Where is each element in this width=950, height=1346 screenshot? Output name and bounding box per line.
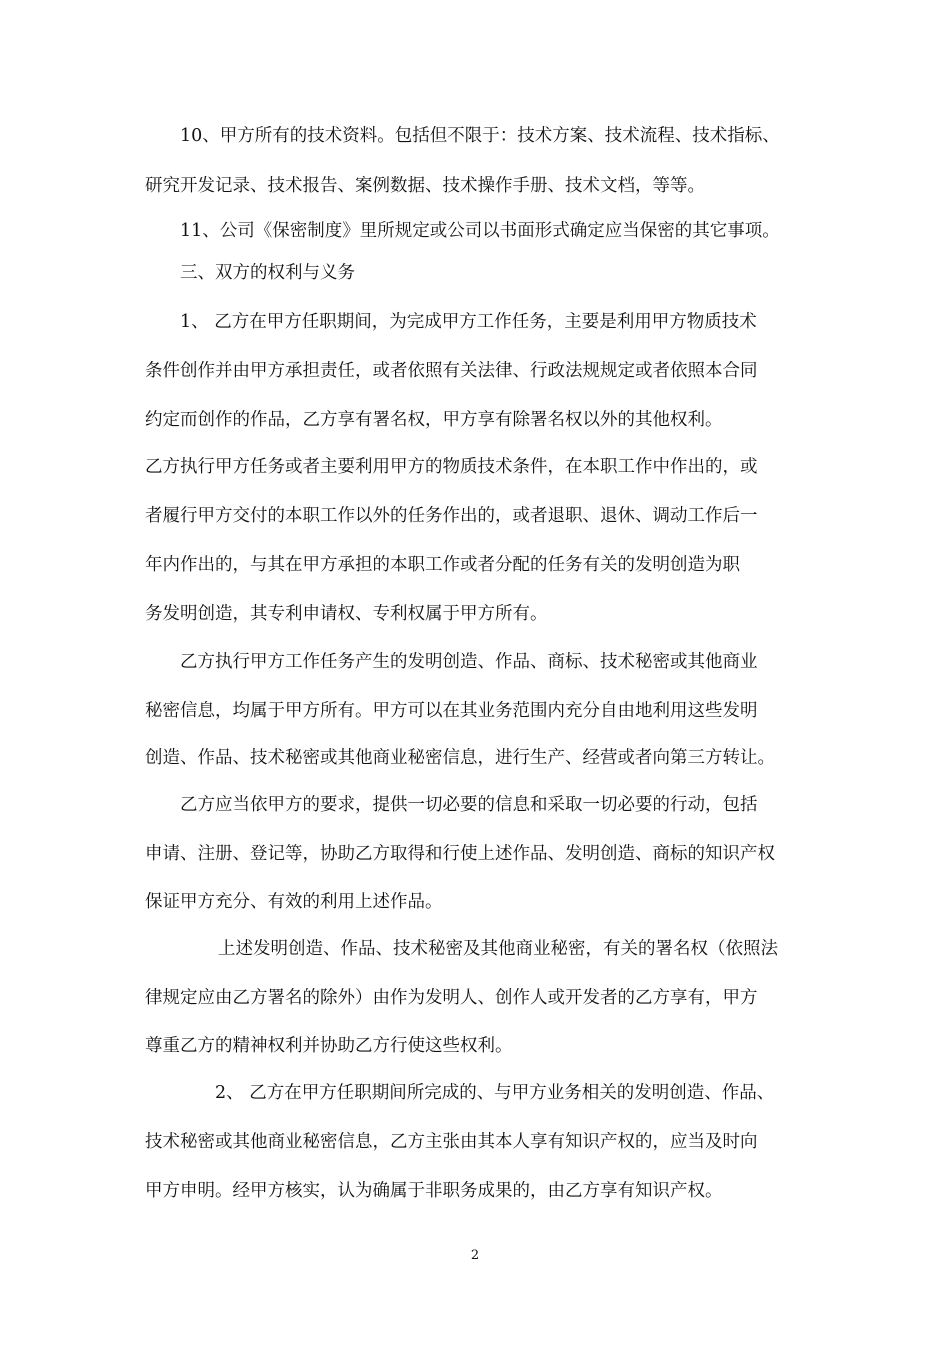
text-line: 秘密信息，均属于甲方所有。甲方可以在其业务范围内充分自由地利用这些发明: [145, 701, 758, 721]
text-line: 年内作出的，与其在甲方承担的本职工作或者分配的任务有关的发明创造为职: [145, 555, 740, 575]
text-line: 1、 乙方在甲方任职期间，为完成甲方工作任务，主要是利用甲方物质技术: [180, 312, 757, 332]
text-line: 创造、作品、技术秘密或其他商业秘密信息，进行生产、经营或者向第三方转让。: [145, 748, 775, 768]
section-heading: 三、双方的权利与义务: [180, 263, 355, 283]
text-line: 2、 乙方在甲方任职期间所完成的、与甲方业务相关的发明创造、作品、: [215, 1083, 775, 1103]
text-line: 者履行甲方交付的本职工作以外的任务作出的，或者退职、退休、调动工作后一: [145, 506, 758, 526]
text-line: 11、公司《保密制度》里所规定或公司以书面形式确定应当保密的其它事项。: [180, 221, 780, 241]
text-line: 律规定应由乙方署名的除外）由作为发明人、创作人或开发者的乙方享有，甲方: [145, 988, 758, 1008]
text-line: 乙方执行甲方工作任务产生的发明创造、作品、商标、技术秘密或其他商业: [180, 652, 758, 672]
text-line: 尊重乙方的精神权利并协助乙方行使这些权利。: [145, 1036, 513, 1056]
text-line: 条件创作并由甲方承担责任，或者依照有关法律、行政法规规定或者依照本合同: [145, 361, 758, 381]
text-line: 乙方执行甲方任务或者主要利用甲方的物质技术条件，在本职工作中作出的，或: [145, 457, 758, 477]
text-line: 研究开发记录、技术报告、案例数据、技术操作手册、技术文档，等等。: [145, 176, 705, 196]
page-number: 2: [470, 1248, 480, 1263]
text-line: 10、甲方所有的技术资料。包括但不限于：技术方案、技术流程、技术指标、: [180, 126, 780, 146]
text-line: 上述发明创造、作品、技术秘密及其他商业秘密，有关的署名权（依照法: [218, 939, 778, 959]
text-line: 乙方应当依甲方的要求，提供一切必要的信息和采取一切必要的行动，包括: [180, 795, 758, 815]
text-line: 申请、注册、登记等，协助乙方取得和行使上述作品、发明创造、商标的知识产权: [145, 844, 775, 864]
text-line: 技术秘密或其他商业秘密信息，乙方主张由其本人享有知识产权的，应当及时向: [145, 1132, 758, 1152]
text-line: 约定而创作的作品，乙方享有署名权，甲方享有除署名权以外的其他权利。: [145, 410, 723, 430]
text-line: 保证甲方充分、有效的利用上述作品。: [145, 892, 443, 912]
text-line: 务发明创造，其专利申请权、专利权属于甲方所有。: [145, 604, 548, 624]
text-line: 甲方申明。经甲方核实，认为确属于非职务成果的，由乙方享有知识产权。: [145, 1181, 723, 1201]
